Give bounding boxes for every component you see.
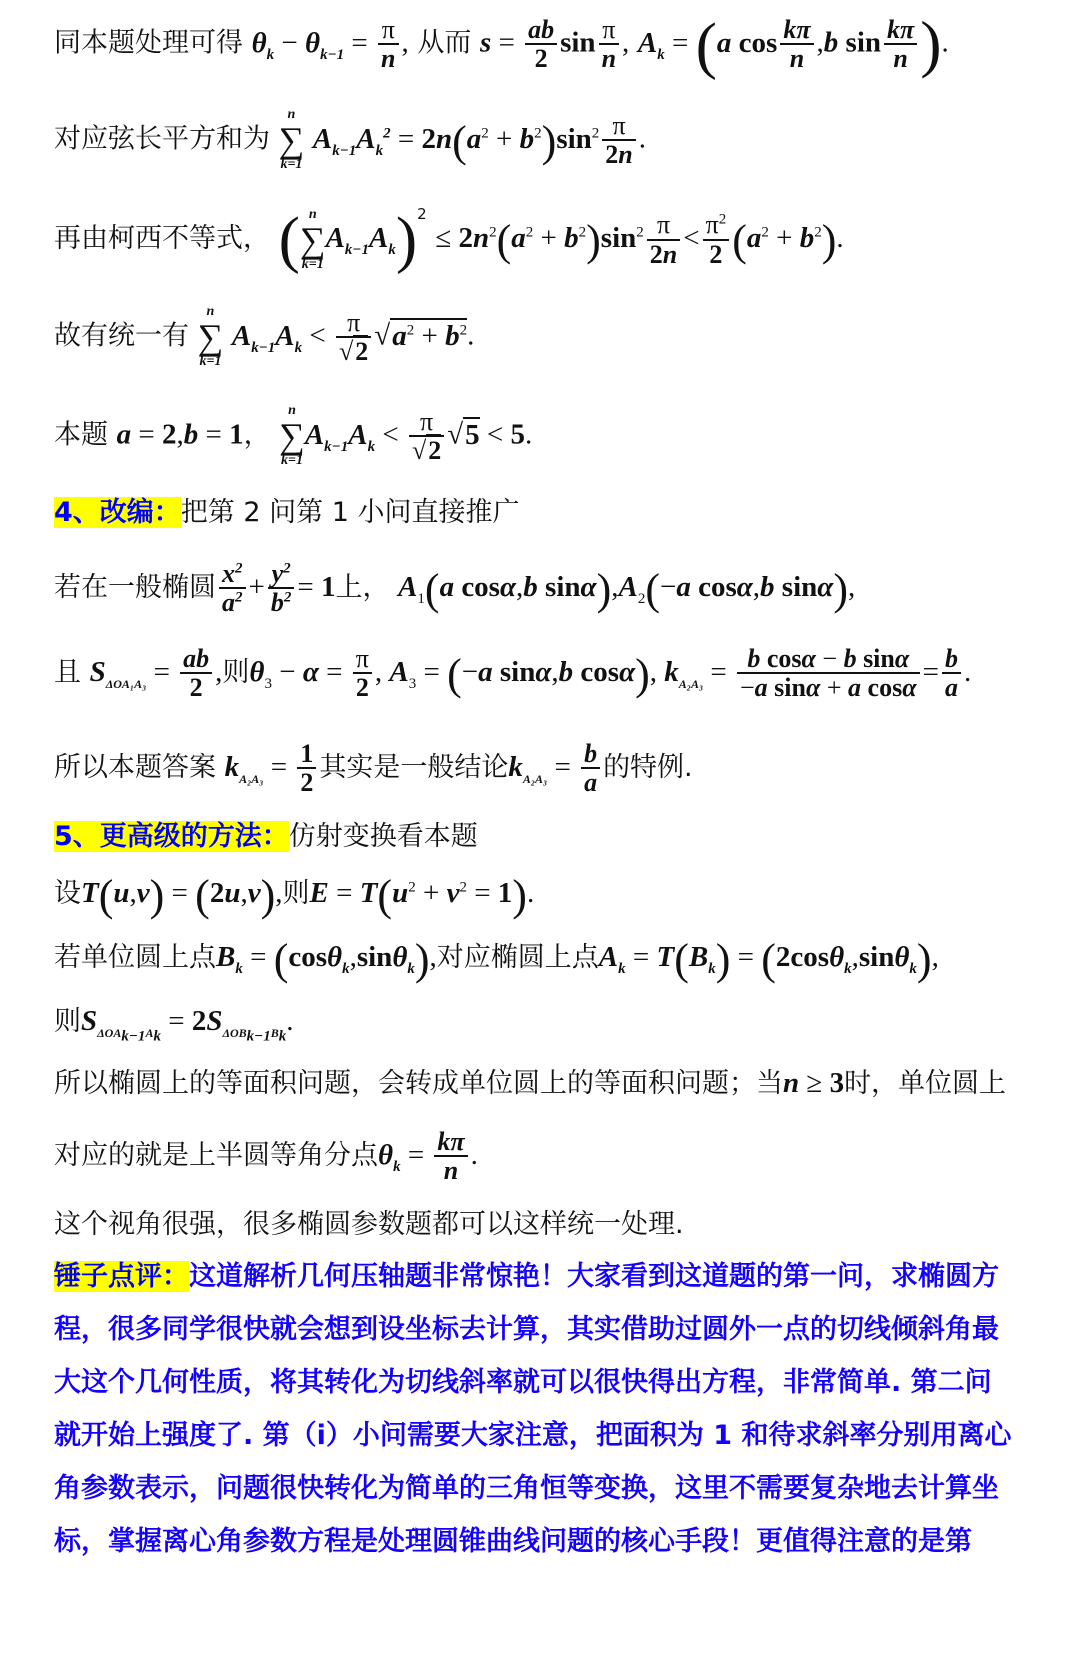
line-14: 这个视角很强，很多椭圆参数题都可以这样统一处理. <box>54 1209 684 1240</box>
line-8: 所以本题答案 $k_{A_2A_3}$ = $\frac{1}{2}$ 其实是一般结论$k_{A_2A_3}$ = $\frac{b}{a}$ 的特例. <box>54 739 693 798</box>
comment-line-4: 就开始上强度了. 第（i）小问需要大家注意，把面积为 1 和待求斜率分别用离心 <box>54 1420 1012 1451</box>
section-4-heading: 4、改编：把第 2 问第 1 小问直接推广 <box>54 497 520 528</box>
line-11: 则$S_{\Delta OA_{k-1}A_k} = 2S_{\Delta OB_{k-1}B_k}$. <box>54 1005 294 1045</box>
formula-ab-values: a = 2,b = 1 <box>116 418 244 451</box>
line-6: 若在一般椭圆 $\frac{x^2}{a^2}$ + $\frac{y^2}{b^2}$ = 1上， $A_1(a$ cosα,b $\sin\alpha),A_2(-a$ cosα,b sinα), <box>54 559 856 618</box>
line-10: 若单位圆上点$B_k = (\cos\theta_k,\sin\theta_k)$,对应椭圆上点$A_k = T(B_k) = (2\cos\theta_k,\sin\theta_k)$, <box>54 935 939 984</box>
comment-line-3: 大这个几何性质，将其转化为切线斜率就可以很快得出方程，非常简单. 第二问 <box>54 1367 992 1398</box>
line-4: 故有统一有 n ∑ k=1 $A_{k-1}A_k$ < $\frac{\pi}{√2}$ $√a^2 + b^2$. <box>54 304 475 369</box>
formula-ak: $A_k = (a$ cos <box>637 8 778 80</box>
formula-affine: T(u,v) = (2u,v), <box>81 871 283 920</box>
line-12: 所以椭圆上的等面积问题，会转成单位圆上的等面积问题；当n ≥ 3时，单位圆上 <box>54 1067 1007 1099</box>
line-1: 同本题处理可得 $\theta_k - \theta_{k-1}$ = $\frac{\pi}{n}$ , 从而 s = $\frac{ab}{2}$ sin $\frac{\pi}{n}$ , $A_k = (a$ cos $\frac{k\pi}{n}$ ,b sin $\frac{k\pi}{n}$ ). <box>54 8 949 80</box>
line-13: 对应的就是上半圆等角分点$\theta_k$ = $\frac{k\pi}{n}$ . <box>54 1127 478 1186</box>
formula-cauchy: ≤ $2n^2(a^2 + b^2)\sin^2$ <box>435 215 644 265</box>
line-9: 设T(u,v) = (2u,v),则$E = T(u^2 + v^2 = 1)$. <box>54 871 535 920</box>
line-3: 再由柯西不等式， ( n ∑ k=1 $A_{k-1}A_k)^2 \le 2n^2(a^2 + b^2)\sin^2$ $\frac{\pi}{2n}$ < $\frac{\pi^2}{2}$ $(a^2 + b^2)$. <box>54 203 844 275</box>
comment-line-6: 标，掌握离心角参数方程是处理圆锥曲线问题的核心手段！更值得注意的是第 <box>54 1526 972 1557</box>
formula-chord-squares: $A_{k-1}A_k^2 = 2n(a^2 + b^2)\sin^2$ <box>312 116 600 166</box>
formula-s: s = <box>479 26 523 59</box>
comment-line-5: 角参数表示，问题很快转化为简单的三角恒等变换，这里不需要复杂地去计算坐 <box>54 1473 999 1504</box>
formula-bound: $A_{k-1}A_k$ <box>231 319 303 356</box>
sum-symbol: n ∑ k=1 <box>278 107 305 172</box>
line-5: 本题 a = 2,b = 1， n ∑ k=1 $A_{k-1}A_k$ < $\frac{\pi}{√2}$ √5 < 5. <box>54 403 533 468</box>
comment-line-2: 程，很多同学很快就会想到设坐标去计算，其实借助过圆外一点的切线倾斜角最 <box>54 1314 999 1345</box>
slope-fraction: $\frac{\text{b cosα − b sinα}}{\text{−a sinα + a cosα}}$ <box>737 645 920 702</box>
line-2: 对应弦长平方和为 n ∑ k=1 $A_{k-1}A_k^2 = 2n(a^2 + b^2)\sin^2$ $\frac{\pi}{2n}$ . <box>54 107 647 172</box>
formula-a1-a2: $A_1(a$ cosα,b $\sin\alpha),A_2(-a$ cosα,b sinα), <box>398 564 856 614</box>
section-5-heading: 5、更高级的方法：仿射变换看本题 <box>54 821 478 852</box>
line-7: 且 $S_{\Delta OA_1A_3}$ = $\frac{ab}{2}$ ,则$\theta_3 - \alpha$ = $\frac{\pi}{2}$ , $A_3 = (-a$ sinα,b cosα), $k_{A_2A_3}$ = $\frac{\text{b cosα − b sinα}}{\text{−a sinα + a cosα}}$ = $\frac{b}{a}$ . <box>54 644 972 703</box>
comment-line-1: 锤子点评：这道解析几何压轴题非常惊艳！大家看到这道题的第一问，求椭圆方 <box>54 1261 999 1292</box>
formula-theta-diff: $\theta_k - \theta_{k-1}$ = <box>251 26 376 63</box>
